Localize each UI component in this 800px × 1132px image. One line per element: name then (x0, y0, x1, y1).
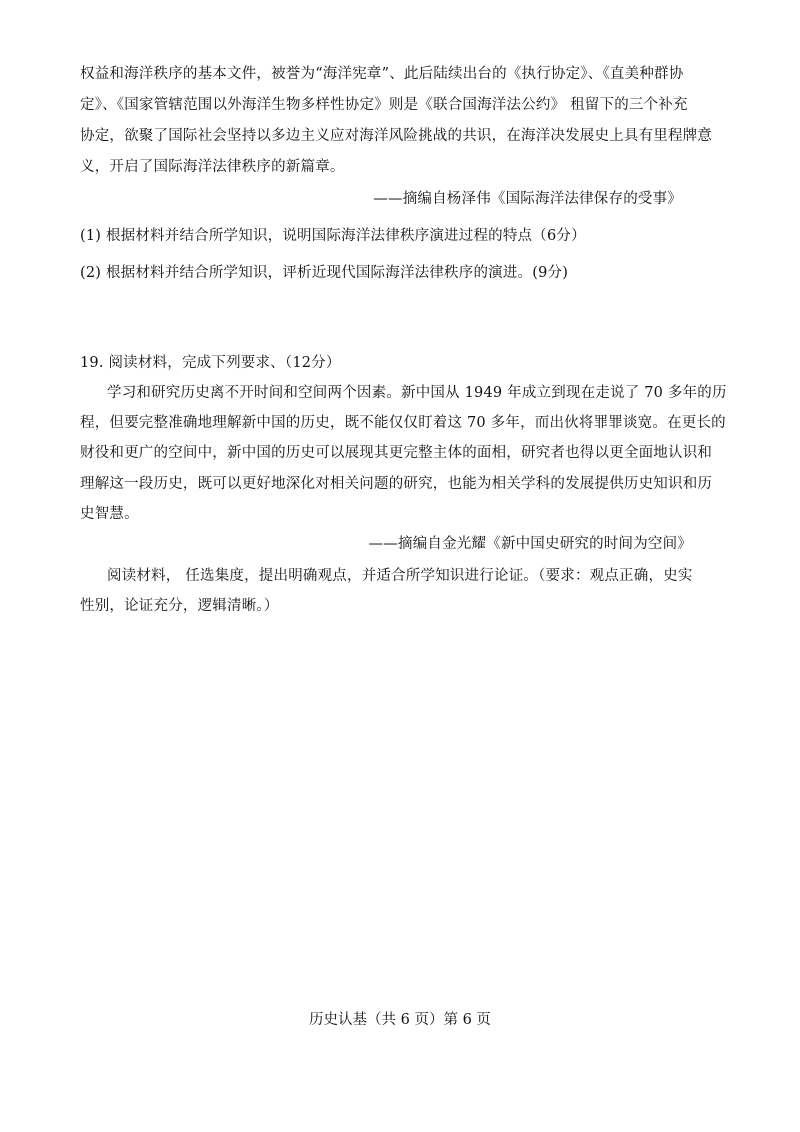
q19-heading: 19. 阅读材料，完成下列要求、（12分） (80, 355, 341, 371)
q19-source: ——摘编自金光耀《新中国史研究的时间为空间》 (368, 536, 692, 552)
q19-material-line-3: 财役和更广的空间中，新中国的历史可以展现其更完整主体的面相，研究者也得以更全面地认识和 (80, 445, 713, 461)
q18-part1: (1) 根据材料并结合所学知识，说明国际海洋法律秩序演进过程的特点（6分） (80, 228, 586, 244)
page-footer: 历史认基（共 6 页）第 6 页 (309, 1012, 491, 1028)
material-line-2: 定》、《国家管辖范围以外海洋生物多样性协定》则是《联合国海洋法公约》 租留下的三个补充 (80, 97, 688, 113)
material-line-4: 义，开启了国际海洋法律秩序的新篇章。 (80, 159, 345, 175)
material-source: ——摘编自杨泽伟《国际海洋法律保存的受事》 (373, 191, 682, 207)
q19-material-line-1: 学习和研究历史离不开时间和空间两个因素。新中国从 1949 年成立到现在走说了 70 多年的历 (107, 385, 727, 401)
q19-task-line-2: 性别，论证充分，逻辑清晰。） (80, 598, 279, 614)
q19-material-line-4: 理解这一段历史，既可以更好地深化对相关问题的研究，也能为相关学科的发展提供历史知识和历 (80, 476, 713, 492)
q19-task-line-1: 阅读材料， 任选集度，提出明确观点，并适合所学知识进行论证。（要求：观点正确，史实 (107, 568, 693, 584)
q19-material-line-2: 程，但要完整准确地理解新中国的历史，既不能仅仅盯着这 70 多年，而出伙将罪罪谈宽。在更长的 (80, 415, 726, 431)
q19-material-line-5: 史智慧。 (80, 506, 139, 522)
material-line-3: 协定，欲聚了国际社会坚持以多边主义应对海洋风险挑战的共识，在海洋决发展史上具有里程牌意 (80, 128, 713, 144)
q18-part2: (2) 根据材料并结合所学知识，评析近现代国际海洋法律秩序的演进。(9分) (80, 265, 569, 281)
material-line-1: 权益和海洋秩序的基本文件，被誉为“海洋宪章”、此后陆续出台的《执行协定》、《直美种群协 (80, 66, 684, 82)
